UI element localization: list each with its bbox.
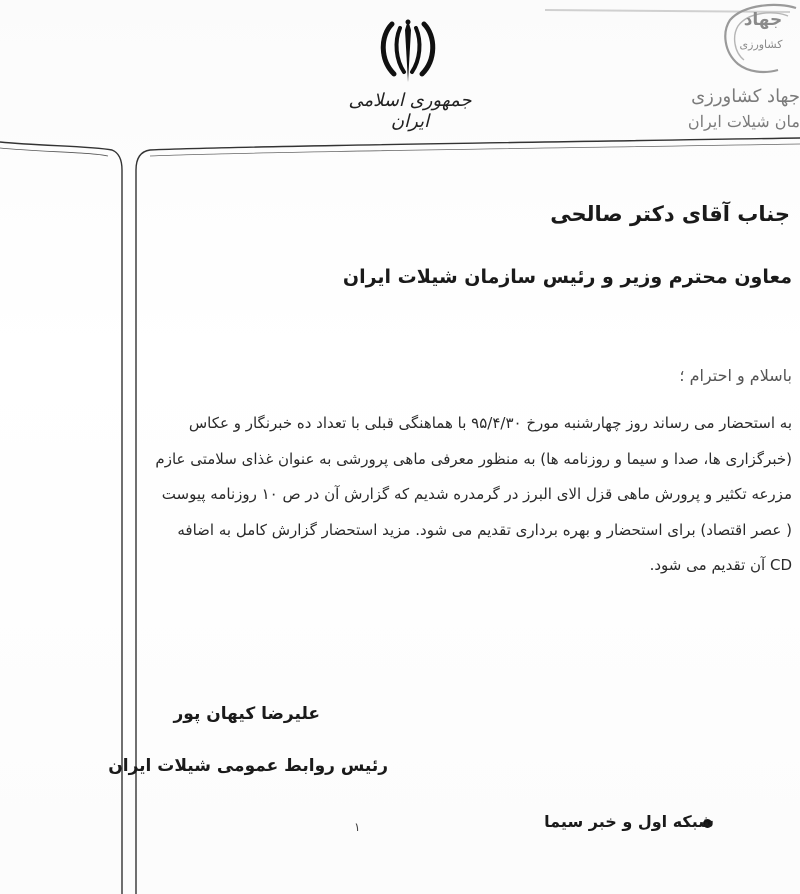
body-line: CD آن تقدیم می شود. (649, 556, 792, 574)
org-name-line-1: جهاد کشاورزی (691, 86, 800, 107)
page-number: ۱ (354, 820, 361, 834)
emblem-caption: جمهوری اسلامی ایران (348, 90, 472, 132)
addressee-role: معاون محترم وزیر و رئیس سازمان شیلات ایران (342, 266, 792, 288)
iran-emblem-icon (372, 16, 444, 88)
addressee: جناب آقای دکتر صالحی (550, 202, 790, 226)
body-line: (خبرگزاری ها، صدا و سیما و روزنامه ها) به منظور معرفی ماهی پرورشی به عنوان غذای سلامتی عازم (155, 450, 792, 468)
signatory-title: رئیس روابط عمومی شیلات ایران (108, 756, 388, 776)
body-line: مزرعه تکثیر و پرورش ماهی قزل الای البرز در گرمدره شدیم که گزارش آن در ص ۱۰ روزنامه پیوست (161, 485, 792, 503)
ministry-logo-title: جهاد (743, 10, 783, 30)
org-name-line-2: مان شیلات ایران (687, 112, 800, 131)
body-line: به استحضار می رساند روز چهارشنبه مورخ ۹۵/۴/۳۰ با هماهنگی قبلی با تعداد ده خبرنگار و عکاس (188, 414, 792, 432)
ministry-logo-subtitle: کشاورزی (739, 38, 783, 51)
greeting: باسلام و احترام ؛ (679, 366, 792, 385)
body-line: ( عصر اقتصاد) برای استحضار و بهره برداری تقدیم می شود. مزید استحضار گزارش کامل به اضافه (177, 521, 792, 539)
distribution-item: شبکه اول و خبر سیما (544, 812, 714, 831)
signatory-name: علیرضا کیهان پور (173, 704, 320, 724)
